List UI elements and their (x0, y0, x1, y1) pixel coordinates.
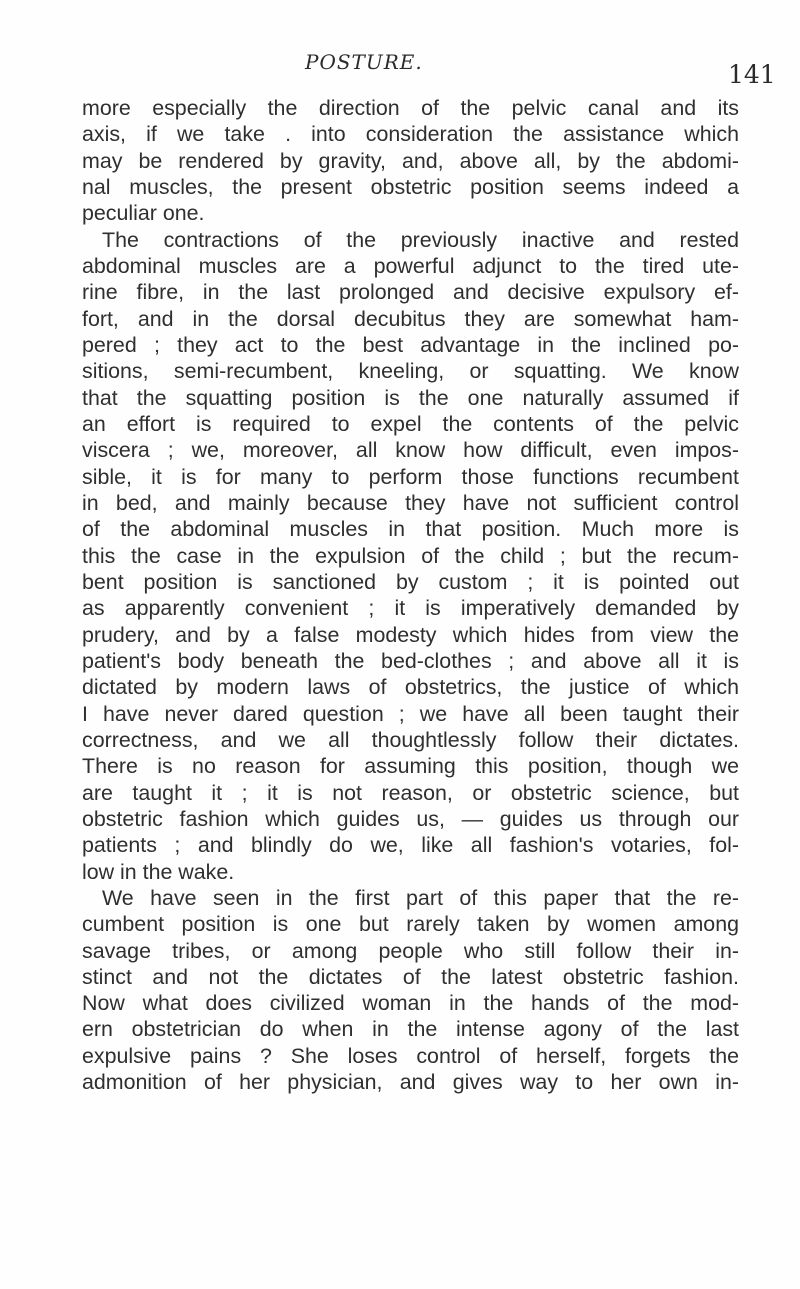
text-line: prudery, and by a false modesty which hides from view the (82, 622, 739, 647)
text-line: low in the wake. (82, 859, 235, 884)
text-line: in bed, and mainly because they have not sufficient control (82, 490, 739, 515)
text-line: nal muscles, the present obstetric position seems indeed a (82, 174, 739, 199)
text-line: patients ; and blindly do we, like all fashion's votaries, fol- (82, 833, 739, 858)
text-line: dictated by modern laws of obstetrics, the justice of which (82, 675, 739, 700)
text-line: bent position is sanctioned by custom ; it is pointed out (82, 569, 739, 594)
text-line: cumbent position is one but rarely taken by women among (82, 912, 739, 937)
text-line: axis, if we take . into consideration the assistance which (82, 122, 739, 147)
paragraph-start-line: The contractions of the previously inactive and rested (102, 227, 739, 252)
text-line: abdominal muscles are a powerful adjunct to the tired ute- (82, 253, 739, 278)
text-line: are taught it ; it is not reason, or obstetric science, but (82, 780, 739, 805)
text-line: sitions, semi-recumbent, kneeling, or squatting. We know (82, 359, 739, 384)
text-line: expulsive pains ? She loses control of herself, forgets the (82, 1043, 739, 1068)
text-line: correctness, and we all thoughtlessly follow their dictates. (82, 727, 739, 752)
text-line: savage tribes, or among people who still follow their in- (82, 938, 739, 963)
paragraph-start-line: We have seen in the first part of this paper that the re- (102, 885, 739, 910)
text-line: Now what does civilized woman in the hands of the mod- (82, 991, 739, 1016)
page-number: 141 (728, 60, 776, 89)
text-line: pered ; they act to the best advantage in the inclined po- (82, 332, 739, 357)
text-line: more especially the direction of the pelvic canal and its (82, 96, 739, 120)
text-line: as apparently convenient ; it is imperatively demanded by (82, 596, 739, 621)
text-line: rine fibre, in the last prolonged and decisive expulsory ef- (82, 280, 739, 305)
text-line: that the squatting position is the one naturally assumed if (82, 385, 739, 410)
text-line: There is no reason for assuming this position, though we (82, 754, 739, 779)
text-line: an effort is required to expel the contents of the pelvic (82, 411, 739, 436)
text-line: viscera ; we, moreover, all know how difficult, even impos- (82, 438, 739, 463)
running-title: POSTURE. (305, 50, 423, 74)
text-line: fort, and in the dorsal decubitus they are somewhat ham- (82, 306, 739, 331)
text-line: admonition of her physician, and gives way to her own in- (82, 1070, 739, 1095)
text-line: I have never dared question ; we have all been taught their (82, 701, 739, 726)
text-line: sible, it is for many to perform those functions recumbent (82, 464, 739, 489)
text-line: of the abdominal muscles in that position. Much more is (82, 517, 739, 542)
text-line: obstetric fashion which guides us, — guides us through our (82, 806, 739, 831)
running-head (0, 50, 800, 89)
text-line: peculiar one. (82, 201, 205, 226)
body-text (82, 95, 739, 1095)
text-line: may be rendered by gravity, and, above all, by the abdomi- (82, 148, 739, 173)
text-line: this the case in the expulsion of the child ; but the recum- (82, 543, 739, 568)
text-line: ern obstetrician do when in the intense agony of the last (82, 1017, 739, 1042)
text-line: stinct and not the dictates of the latest obstetric fashion. (82, 964, 739, 989)
text-line: patient's body beneath the bed-clothes ; and above all it is (82, 648, 739, 673)
